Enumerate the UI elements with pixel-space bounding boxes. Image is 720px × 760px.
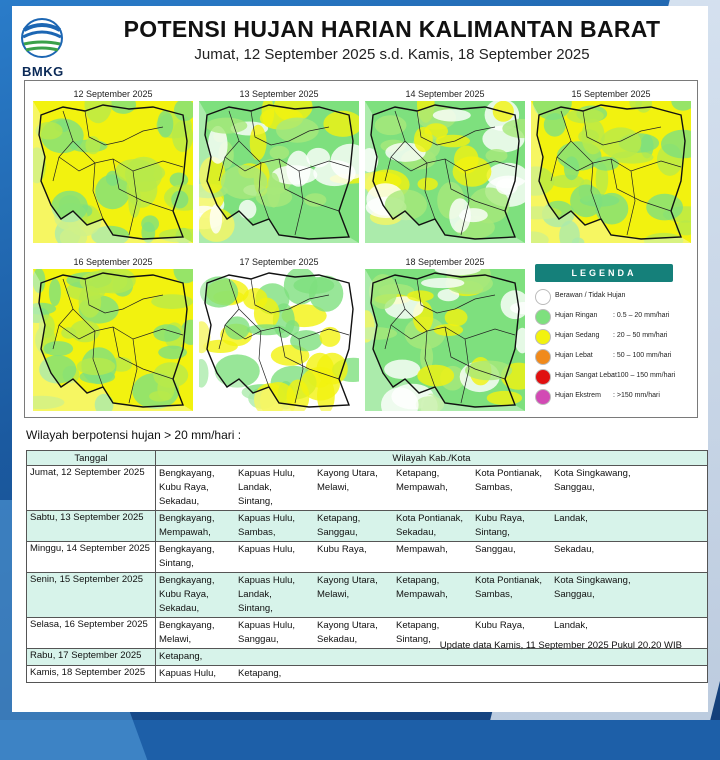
map-date: 14 September 2025 [405,89,485,99]
region-name: Sambas, [475,589,513,600]
legend-range: : 20 – 50 mm/hari [613,332,668,339]
table-row [27,666,708,683]
region-name: Kayong Utara, [317,620,378,631]
region-name: Landak, [554,620,588,631]
legend-item [535,389,695,405]
region-name: Ketapang, [396,468,440,479]
region-name: Kapuas Hulu, [238,544,296,555]
region-name: Kubu Raya, [159,482,209,493]
legend-swatch [535,329,551,345]
legend-label: Hujan Sangat Lebat [555,372,617,379]
page-title: POTENSI HUJAN HARIAN KALIMANTAN BARAT [123,16,661,42]
rain-map [199,269,359,411]
region-name: Ketapang, [238,668,282,679]
legend-item [535,329,695,345]
update-note: Update data Kamis, 11 September 2025 Pukul 20.20 WIB [439,640,682,651]
legend-title: LEGENDA [535,264,673,282]
legend-swatch [535,369,551,385]
map-panel [33,257,193,411]
region-name: Kapuas Hulu, [238,513,296,524]
row-areas [156,542,708,573]
legend-label: Hujan Ekstrem [555,392,601,399]
map-panel [33,89,193,243]
row-date: Rabu, 17 September 2025 [27,649,156,666]
region-name: Landak, [238,589,272,600]
region-name: Mempawah, [396,589,448,600]
region-name: Sanggau, [554,482,595,493]
logo-text: BMKG [22,64,64,79]
legend-item [535,289,695,305]
row-areas [156,466,708,511]
region-name: Kapuas Hulu, [238,575,296,586]
region-name: Sintang, [396,634,431,645]
table-row [27,573,708,618]
region-name: Sintang, [475,527,510,538]
region-name: Sekadau, [159,603,200,614]
row-areas [156,666,708,683]
region-name: Ketapang, [317,513,361,524]
page-subtitle: Jumat, 12 September 2025 s.d. Kamis, 18 September 2025 [194,46,590,63]
region-name: Kota Singkawang, [554,575,631,586]
map-date: 13 September 2025 [239,89,319,99]
region-name: Sambas, [475,482,513,493]
region-name: Sanggau, [554,589,595,600]
row-date: Senin, 15 September 2025 [27,573,156,618]
map-date: 12 September 2025 [73,89,153,99]
region-name: Kapuas Hulu, [238,468,296,479]
row-date: Jumat, 12 September 2025 [27,466,156,511]
region-name: Ketapang, [396,575,440,586]
map-frame [24,80,698,418]
rain-map [199,101,359,243]
row-date: Sabtu, 13 September 2025 [27,511,156,542]
region-name: Bengkayang, [159,575,215,586]
region-name: Ketapang, [396,620,440,631]
legend-label: Berawan / Tidak Hujan [555,292,626,299]
region-name: Bengkayang, [159,513,215,524]
map-panel [365,89,525,243]
column-header-date: Tanggal [27,451,156,466]
table-row [27,511,708,542]
legend-range: : 0.5 – 20 mm/hari [613,312,670,319]
legend-range: : >150 mm/hari [613,392,660,399]
region-name: Kubu Raya, [159,589,209,600]
region-name: Bengkayang, [159,544,215,555]
legend-label: Hujan Ringan [555,312,598,319]
map-date: 16 September 2025 [73,257,153,267]
region-name: Kubu Raya, [475,620,525,631]
region-name: Mempawah, [396,482,448,493]
region-name: Sekadau, [317,634,358,645]
region-name: Mempawah, [159,527,211,538]
legend [535,257,691,407]
legend-item [535,369,695,385]
legend-swatch [535,389,551,405]
map-panel [531,89,691,243]
map-panel [199,257,359,411]
legend-swatch [535,289,551,305]
region-name: Kota Pontianak, [396,513,464,524]
region-name: Sambas, [238,527,276,538]
region-name: Kota Pontianak, [475,468,543,479]
region-name: Kapuas Hulu, [238,620,296,631]
legend-swatch [535,349,551,365]
legend-range: : 50 – 100 mm/hari [613,352,672,359]
region-name: Landak, [554,513,588,524]
region-name: Sintang, [238,496,273,507]
region-name: Sekadau, [159,496,200,507]
row-date: Minggu, 14 September 2025 [27,542,156,573]
region-list-title: Wilayah berpotensi hujan > 20 mm/hari : [26,428,242,442]
table-row [27,466,708,511]
region-name: Bengkayang, [159,620,215,631]
region-name: Kota Singkawang, [554,468,631,479]
rain-map [365,269,525,411]
region-name: Sintang, [159,558,194,569]
region-name: Sanggau, [238,634,279,645]
rain-map [33,269,193,411]
region-name: Kayong Utara, [317,468,378,479]
legend-item [535,309,695,325]
region-name: Melawi, [317,482,350,493]
region-name: Sekadau, [554,544,595,555]
map-date: 17 September 2025 [239,257,319,267]
region-name: Mempawah, [396,544,448,555]
row-date: Selasa, 16 September 2025 [27,618,156,649]
region-name: Ketapang, [159,651,203,662]
legend-label: Hujan Sedang [555,332,600,339]
infographic-card [12,6,708,712]
region-name: Sekadau, [396,527,437,538]
legend-item [535,349,695,365]
region-name: Landak, [238,482,272,493]
region-name: Sanggau, [475,544,516,555]
map-date: 18 September 2025 [405,257,485,267]
region-name: Melawi, [159,634,192,645]
region-name: Kubu Raya, [475,513,525,524]
region-name: Kota Pontianak, [475,575,543,586]
region-name: Sintang, [238,603,273,614]
rain-map [33,101,193,243]
legend-range: : 100 – 150 mm/hari [613,372,676,379]
region-name: Sanggau, [317,527,358,538]
table-row [27,542,708,573]
map-panel [199,89,359,243]
row-date: Kamis, 18 September 2025 [27,666,156,683]
region-name: Kayong Utara, [317,575,378,586]
region-name: Kapuas Hulu, [159,668,217,679]
row-areas [156,511,708,542]
column-header-areas: Wilayah Kab./Kota [156,451,708,466]
rain-map [365,101,525,243]
legend-label: Hujan Lebat [555,352,593,359]
map-date: 15 September 2025 [571,89,651,99]
row-areas [156,573,708,618]
table-row [27,649,708,666]
map-panel [365,257,525,411]
legend-swatch [535,309,551,325]
rain-map [531,101,691,243]
region-name: Kubu Raya, [317,544,367,555]
region-name: Melawi, [317,589,350,600]
row-areas [156,649,708,666]
region-name: Bengkayang, [159,468,215,479]
